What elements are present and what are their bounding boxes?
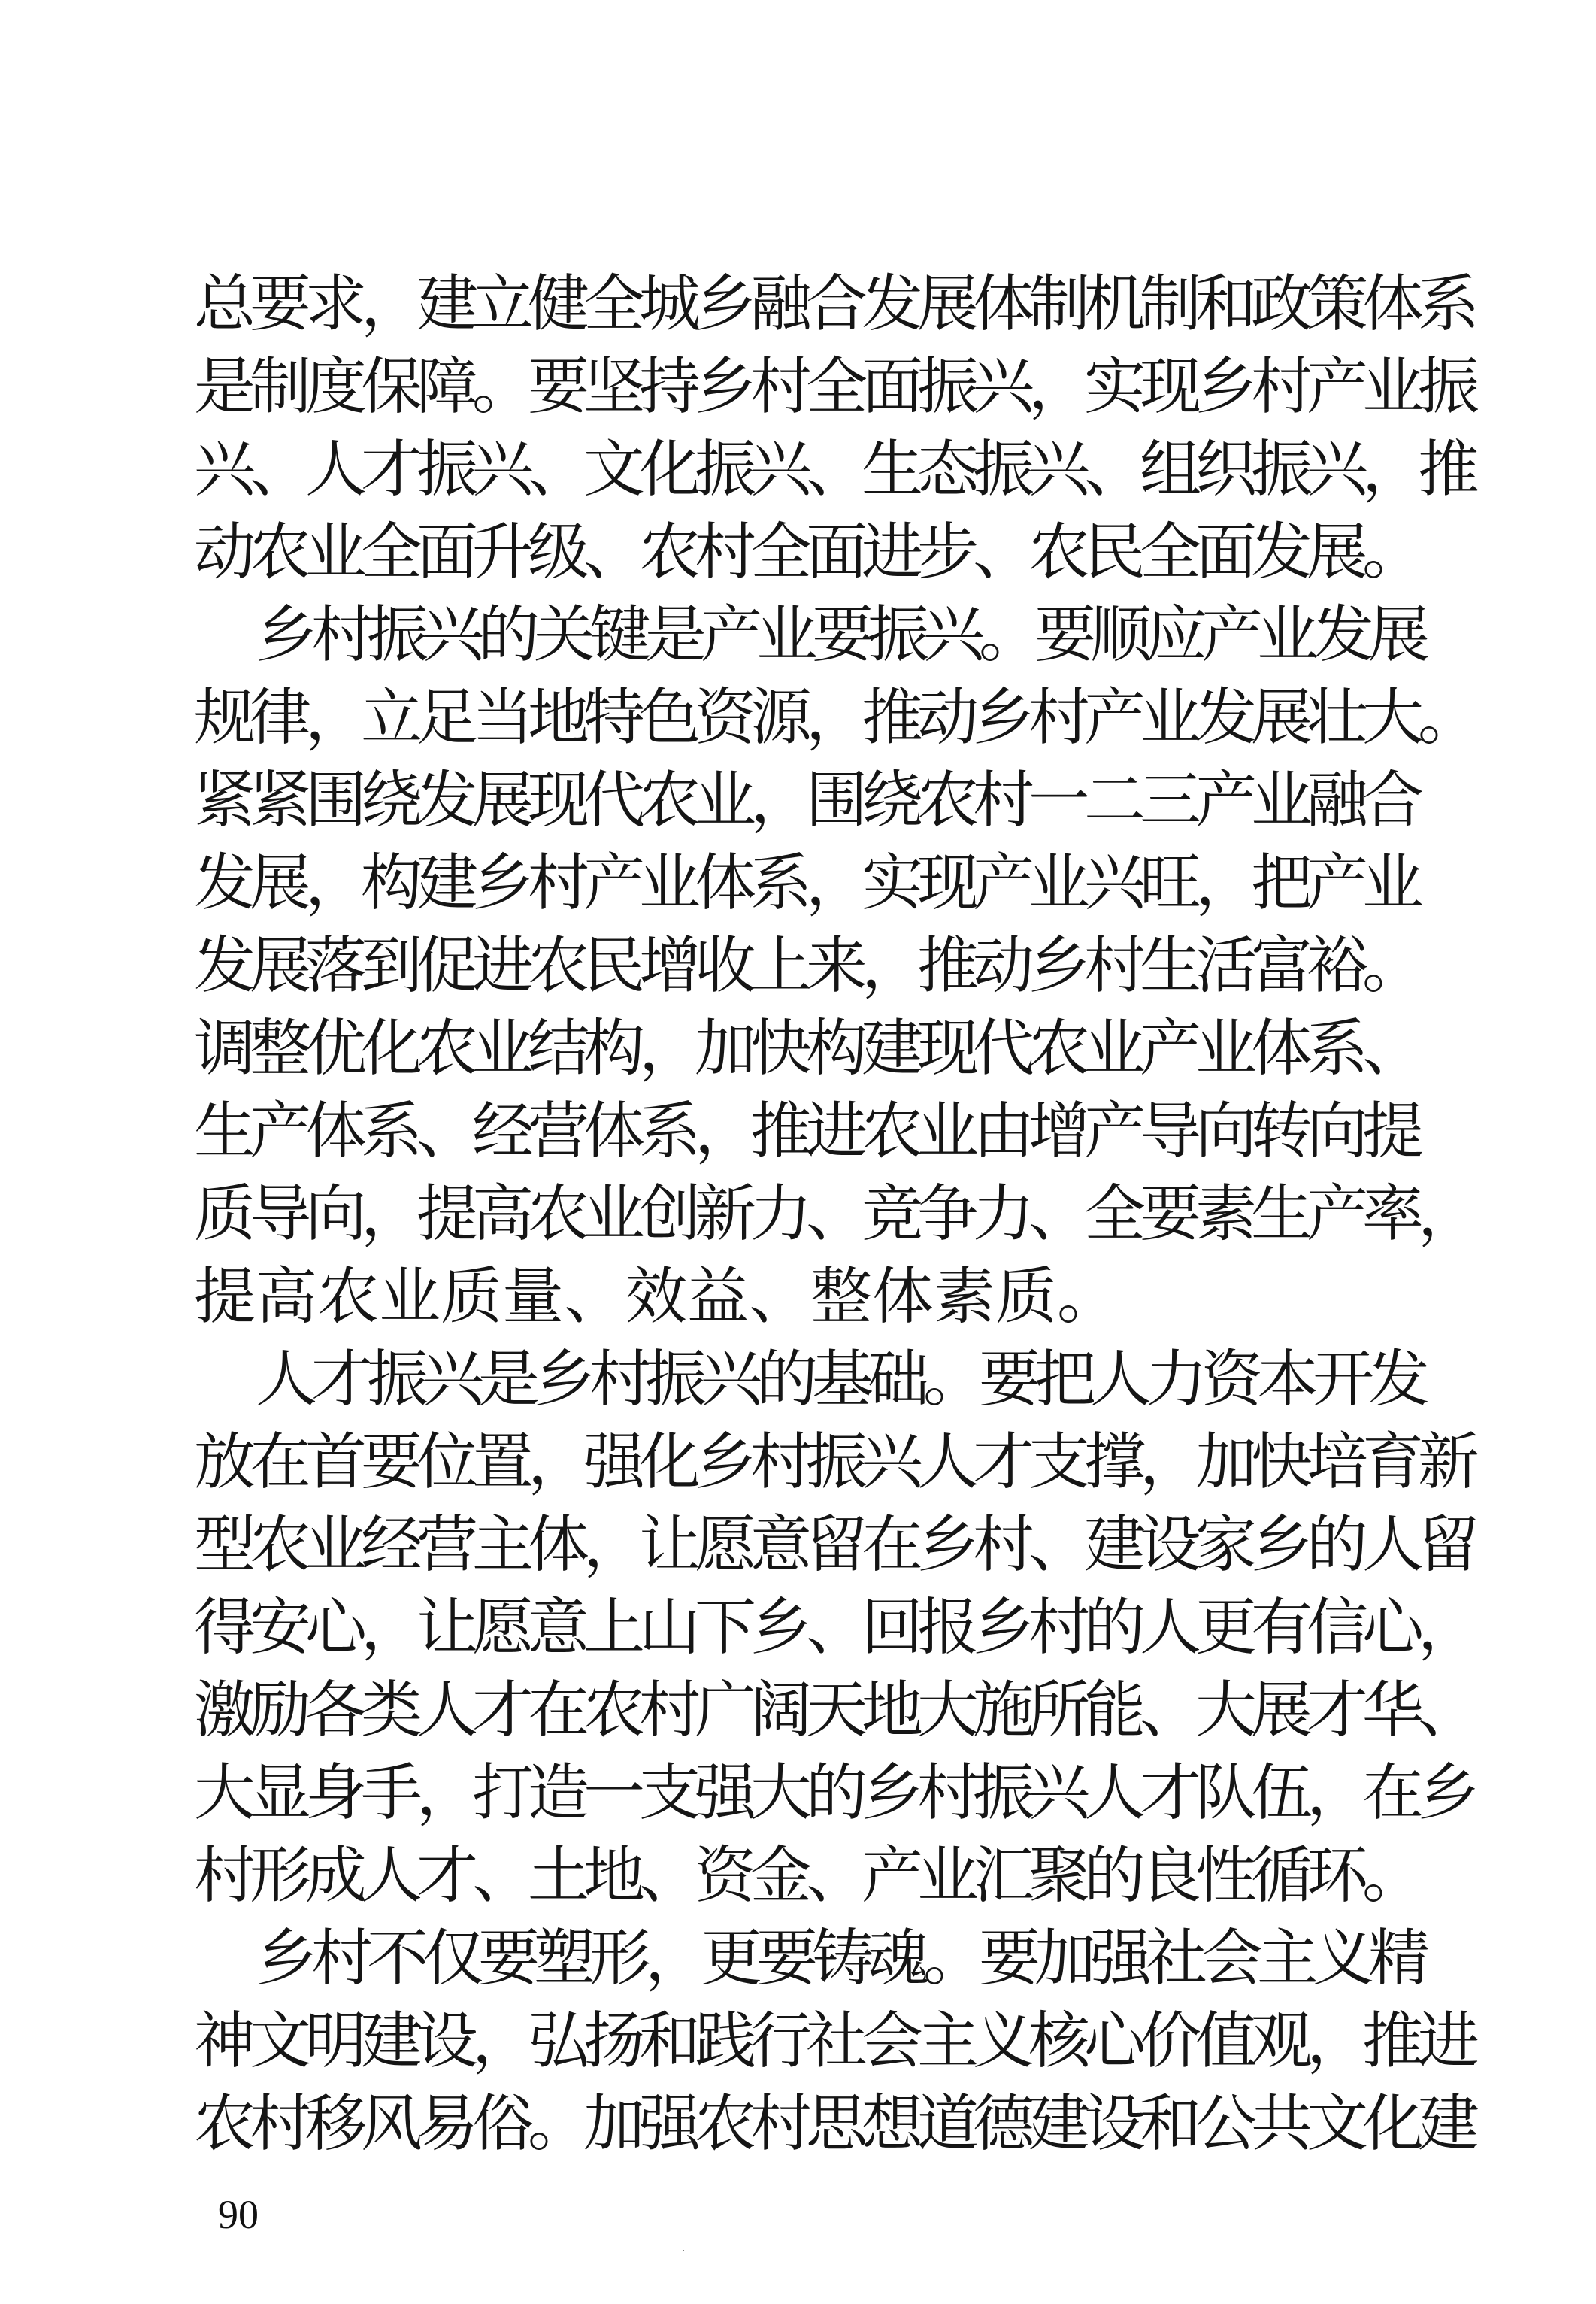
text-line: 总要求，建立健全城乡融合发展体制机制和政策体系 [194,268,1474,340]
text-line: 调整优化农业结构，加快构建现代农业产业体系、 [194,1013,1419,1084]
text-line: 激励各类人才在农村广阔天地大施所能、大展才华、 [194,1675,1474,1746]
text-line: 得安心，让愿意上山下乡、回报乡村的人更有信心， [194,1592,1474,1663]
text-line: 生产体系、经营体系，推进农业由增产导向转向提 [194,1096,1419,1167]
paragraph-first-line: 乡村不仅要塑形，更要铸魂。要加强社会主义精 [256,1923,1425,1994]
text-line: 农村移风易俗。加强农村思想道德建设和公共文化建 [194,2088,1474,2160]
paragraph-first-line: 乡村振兴的关键是产业要振兴。要顺应产业发展 [256,599,1425,671]
text-line: 规律，立足当地特色资源，推动乡村产业发展壮大。 [194,682,1474,753]
text-line: 紧紧围绕发展现代农业，围绕农村一二三产业融合 [194,765,1419,836]
text-line: 放在首要位置，强化乡村振兴人才支撑，加快培育新 [194,1426,1474,1498]
text-line: 神文明建设，弘扬和践行社会主义核心价值观，推进 [194,2005,1474,2077]
page-number: 90 [218,2192,259,2237]
text-line: 发展落到促进农民增收上来，推动乡村生活富裕。 [194,930,1419,1002]
text-line: 兴、人才振兴、文化振兴、生态振兴、组织振兴，推 [194,434,1474,505]
text-line: 提高农业质量、效益、整体素质。 [194,1261,1119,1332]
text-line: 村形成人才、土地、资金、产业汇聚的良性循环。 [194,1840,1419,1911]
text-line: 动农业全面升级、农村全面进步、农民全面发展。 [194,517,1419,588]
text-line: 发展，构建乡村产业体系，实现产业兴旺，把产业 [194,847,1419,919]
scan-speck [683,2250,684,2251]
text-line: 型农业经营主体，让愿意留在乡村、建设家乡的人留 [194,1509,1474,1581]
text-line: 质导向，提高农业创新力、竞争力、全要素生产率， [194,1178,1474,1250]
paragraph-first-line: 人才振兴是乡村振兴的基础。要把人力资本开发 [256,1344,1425,1415]
text-line: 大显身手，打造一支强大的乡村振兴人才队伍，在乡 [194,1757,1474,1829]
text-line: 是制度保障。要坚持乡村全面振兴，实现乡村产业振 [194,351,1474,423]
